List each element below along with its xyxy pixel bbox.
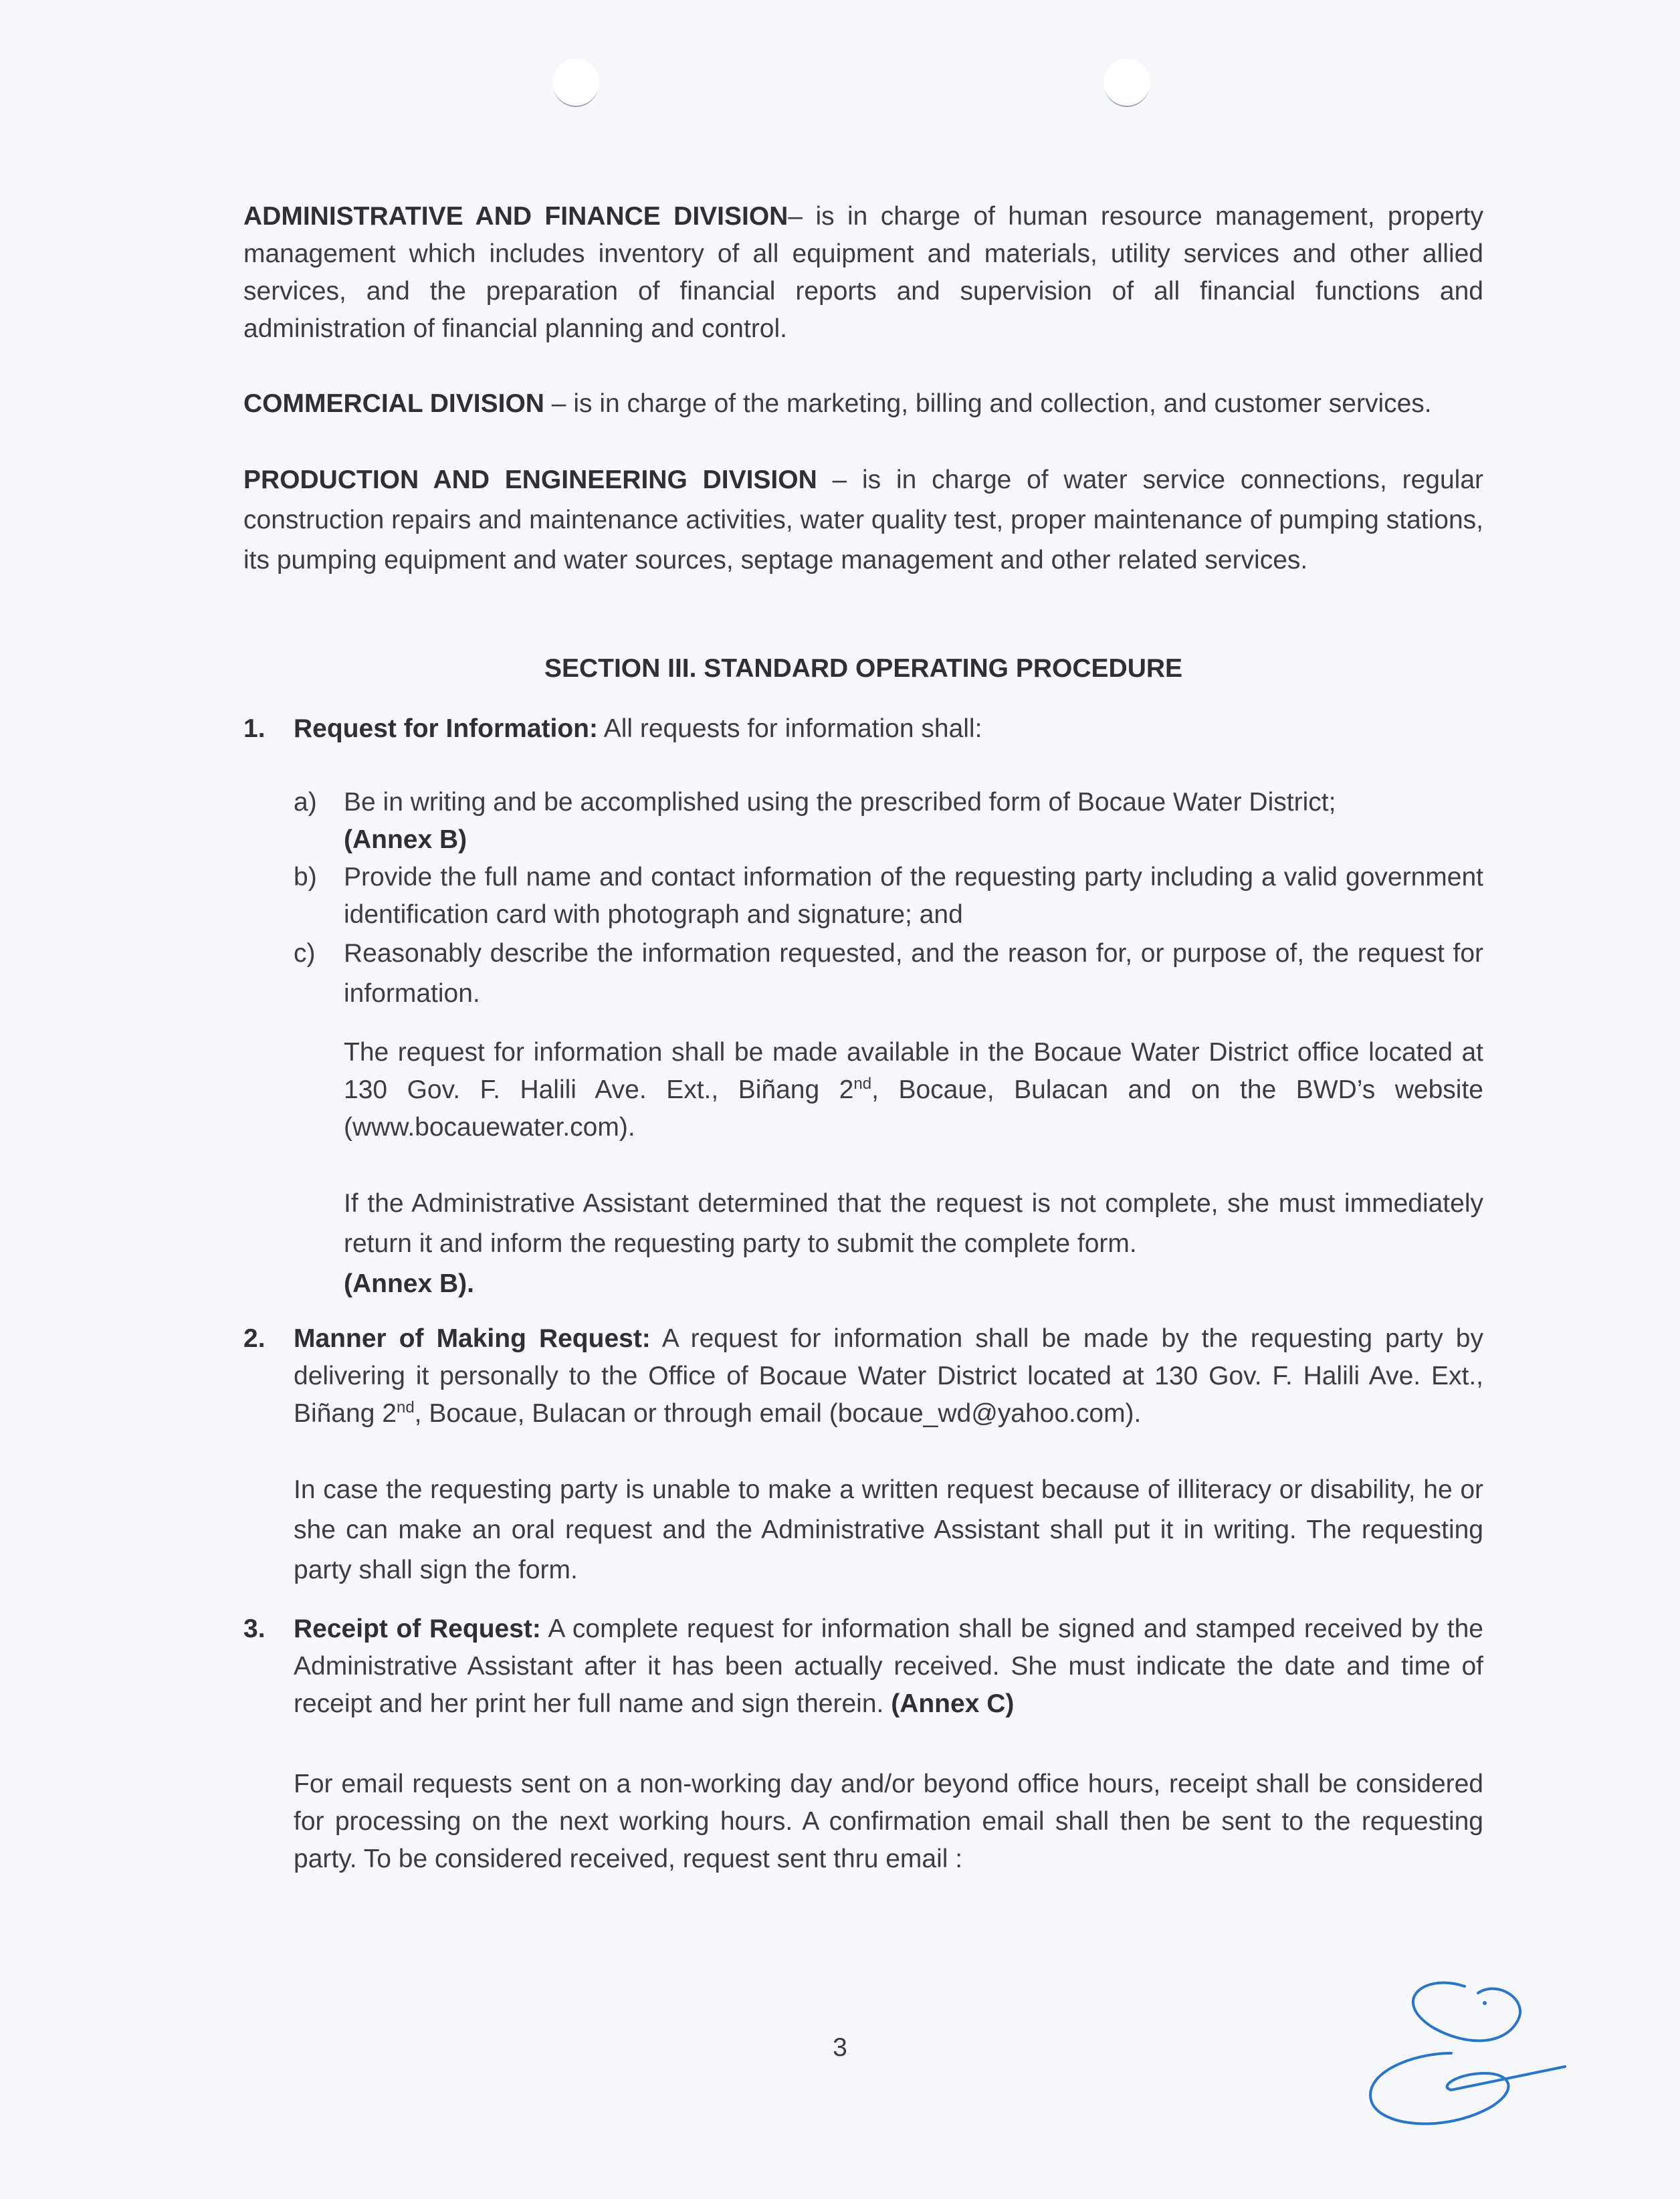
subitem-letter: b) — [294, 863, 317, 892]
division-name: PRODUCTION AND ENGINEERING DIVISION — [243, 465, 817, 494]
subitem-text: Be in writing and be accomplished using the prescribed form of Bocaue Water District; — [344, 788, 1336, 817]
item-number: 2. — [243, 1324, 266, 1353]
subitem-letter: c) — [294, 939, 316, 968]
procedure-item-2: 2. Manner of Making Request: A request for information shall be made by the requesting party by delivering it personally to the Office of Bocaue Water District located at 130 Gov. F. Halili Ave. Ext., Biñang 2nd, Bocaue, Bulacan or through email (bocaue_wd@yahoo.com). In case the requesting party is unable to make a written request because of illiteracy or disability, he or she can make an oral request and the Administrative Assistant shall put it in writing. The requesting party shall sign the form. — [243, 1320, 1483, 1590]
punch-hole-right — [1104, 59, 1150, 106]
section-title: SECTION III. STANDARD OPERATING PROCEDURE — [544, 654, 1183, 683]
division-name: COMMERCIAL DIVISION — [243, 389, 544, 418]
annex-reference: (Annex C) — [891, 1689, 1015, 1718]
subitem-c — [294, 934, 1483, 1014]
item-heading: Request for Information: — [294, 714, 598, 743]
item-lead: All requests for information shall: — [603, 714, 982, 743]
division-admin-finance — [243, 198, 1483, 348]
item3-email-paragraph: For email requests sent on a non-working day and/or beyond office hours, receipt shall be considered for processing on the next working hours. A confirmation email shall then be sent to the requesting party. To be considered received, request sent thru email : — [294, 1770, 1483, 1873]
division-description: – is in charge of water service connections, regular construction repairs and maintenance activities, water quality test, proper maintenance of pumping stations, its pumping equipment and water sources, septage management and other related services. — [243, 465, 1484, 574]
item-number: 3. — [243, 1614, 266, 1643]
procedure-item-1 — [243, 710, 1483, 748]
annex-reference: (Annex B). — [344, 1269, 474, 1298]
annex-reference: (Annex B) — [344, 825, 467, 854]
item-number: 1. — [243, 714, 266, 743]
handwritten-signature — [1351, 1973, 1578, 2140]
item1-availability-paragraph: The request for information shall be made available in the Bocaue Water District office located at 130 Gov. F. Halili Ave. Ext., Biñang 2nd, Bocaue, Bulacan and on the BWD’s website (www.bocauewater.com). — [344, 1038, 1483, 1142]
subitem-letter: a) — [294, 788, 317, 817]
subitem-text: Reasonably describe the information requested, and the reason for, or purpose of, the request for information. — [344, 939, 1483, 1008]
division-description: – is in charge of the marketing, billing and collection, and customer services. — [544, 389, 1432, 418]
subitem-list — [243, 784, 1483, 1014]
division-commercial — [243, 385, 1483, 423]
division-name: ADMINISTRATIVE AND FINANCE DIVISION — [243, 202, 789, 231]
subitem-b — [294, 859, 1483, 934]
item2-oral-request-paragraph: In case the requesting party is unable to make a written request because of illiteracy or disability, he or she can make an oral request and the Administrative Assistant shall put it in writing. The requesting party shall sign the form. — [294, 1475, 1483, 1584]
subitem-text: Provide the full name and contact information of the requesting party including a valid government identification card with photograph and signature; and — [344, 863, 1483, 929]
item1-incomplete-paragraph: If the Administrative Assistant determined that the request is not complete, she must immediately return it and inform the requesting party to submit the complete form. (Annex B). — [344, 1189, 1483, 1298]
item-heading: Manner of Making Request: — [294, 1324, 651, 1353]
punch-hole-left — [552, 59, 599, 106]
item-heading: Receipt of Request: — [294, 1614, 541, 1643]
procedure-item-3: 3. Receipt of Request: A complete request for information shall be signed and stamped received by the Administrative Assistant after it has been actually received. She must indicate the date and time of receipt and her print her full name and sign therein. (Annex C) For email requests sent on a non-working day and/or beyond office hours, receipt shall be considered for processing on the next working hours. A confirmation email shall then be sent to the requesting party. To be considered received, request sent thru email : — [243, 1610, 1483, 1878]
division-description: – is in charge of human resource management, property management which includes inventory of all equipment and materials, utility services and other allied services, and the preparation of financial reports and supervision of all financial functions and administration of financial planning and control. — [243, 202, 1483, 343]
document-body — [243, 198, 1483, 1878]
division-production-engineering — [243, 460, 1483, 581]
subitem-a — [294, 784, 1483, 859]
page-number: 3 — [833, 2033, 847, 2062]
